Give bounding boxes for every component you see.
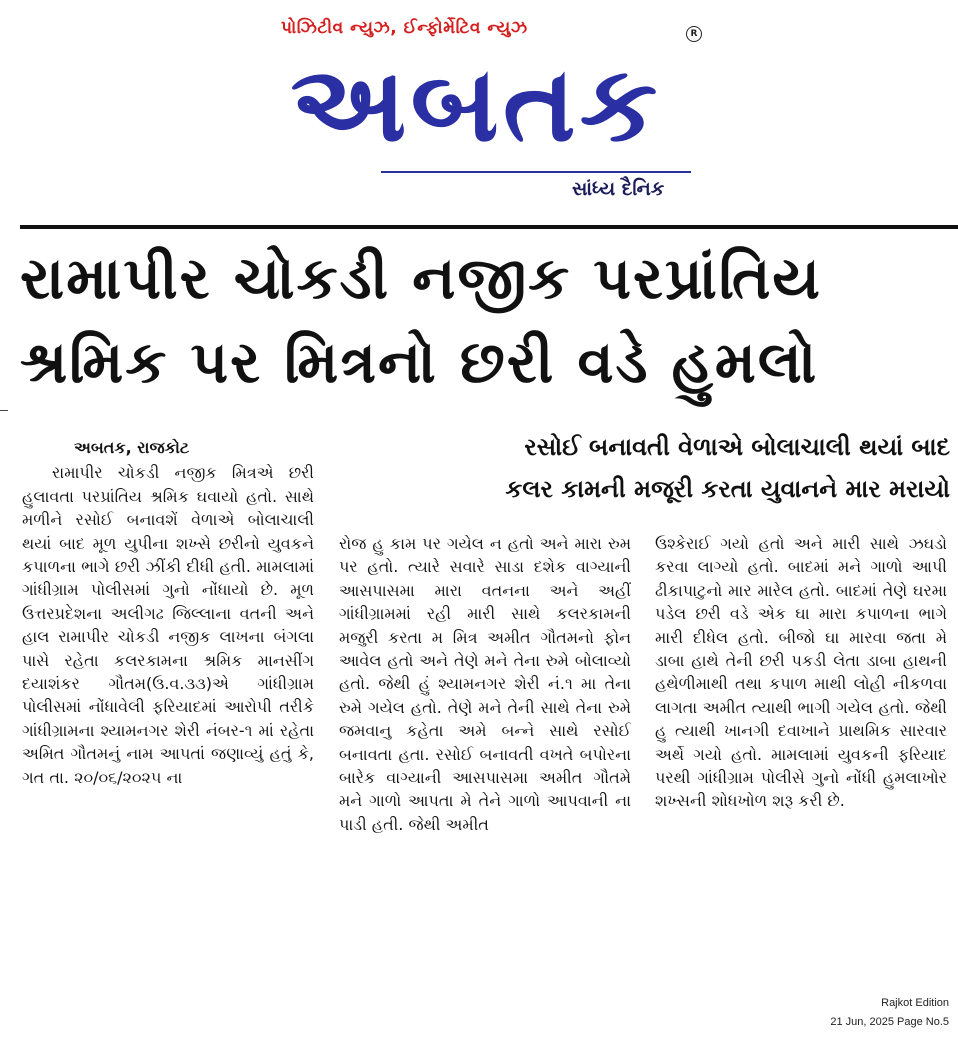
newspaper-logo: અબતક	[290, 43, 662, 165]
margin-mark	[0, 410, 8, 411]
article-column-2	[339, 532, 631, 836]
article-headline	[20, 236, 950, 404]
subhead-line-1: રસોઈ બનાવતી વેળાએ બોલાચાલી થયાં બાદ	[524, 433, 950, 461]
masthead-tagline: પોઝિટીવ ન્યુઝ, ઈન્ફોર્મેટિવ ન્યુઝ	[281, 18, 528, 38]
edition-name: Rajkot Edition	[881, 997, 949, 1009]
header-divider	[20, 225, 958, 229]
column-1-text: રામાપીર ચોકડી નજીક મિત્રએ છરી હુલાવતા પરપ્રાંતિય શ્રમિક ઘવાયો હતો. સાથે મળીને રસોઈ બનાવશેં વેળાએ બોલાચાલી થયાં બાદ મૂળ યુપીના શખ્સે છરીનો યુવકને કપાળના ભાગે છરી ઝીંકી દીધી હતી. મામલામાં ગાંધીગ્રામ પોલીસમાં ગુનો નોંધાયો છે. મૂળ ઉત્તરપ્રદેશના અલીગઢ જિલ્લાના વતની અને હાલ રામાપીર ચોકડી નજીક લાખના બંગલા પાસે રહેતા કલરકામના શ્રમિક માનસીંગ દયાશંકર ગૌતમ(ઉ.વ.૩૩)એ ગાંધીગ્રામ પોલીસમાં નોંધાવેલી ફરિયાદમાં આરોપી તરીકે ગાંધીગ્રામના શ્યામનગર શેરી નંબર-૧ માં રહેતા અમિત ગૌતમનું નામ આપતાં જણાવ્યું હતું કે, ગત તા. ૨૦/૦૬/૨૦૨૫ ના	[22, 463, 314, 787]
edition-date-page: 21 Jun, 2025 Page No.5	[830, 1016, 949, 1028]
dateline: અબતક, રાજકોટ	[74, 438, 190, 457]
logo-underline	[381, 171, 691, 173]
masthead-subtitle: સાંધ્ય દૈનિક	[572, 178, 665, 200]
article-column-3	[655, 532, 947, 813]
headline-line-2: શ્રમિક પર મિત્રનો છરી વડે હુમલો	[20, 328, 819, 396]
registered-mark-icon: R	[686, 26, 702, 42]
headline-line-1: રામાપીર ચોકડી નજીક પરપ્રાંતિય	[20, 244, 822, 312]
edition-info	[830, 994, 949, 1032]
column-3-text: ઉશ્કેરાઈ ગયો હતો અને મારી સાથે ઝઘડો કરવા લાગ્યો હતો. બાદમાં મને ગાળો આપી ઢીકાપાટુનો માર મારેલ હતો. બાદમાં તેણે ઘરમા પડેલ છરી વડે એક ઘા મારા કપાળના ભાગે મારી દીધેલ હતો. બીજો ઘા મારવા જતા મે ડાબા હાથે તેની છરી પકડી લેતા ડાબા હાથની હથેળીમાથી તથા કપાળ માથી લોહી નીકળવા લાગતા અમીત ત્યાથી ભાગી ગયેલ હતો. જેથી હુ ત્યાથી ખાનગી દવાખાને પ્રાથમિક સારવાર અર્થે ગયો હતો. મામલામાં યુવકની ફરિયાદ પરથી ગાંધીગ્રામ પોલીસે ગુનો નોંધી હુમલાખોર શખ્સની શોધખોળ શરૂ કરી છે.	[655, 534, 947, 811]
masthead	[0, 0, 958, 222]
column-2-text: રોજ હુ કામ પર ગયેલ ન હતો અને મારા રુમ પર હતો. ત્યારે સવારે સાડા દશેક વાગ્યાની આસપાસમા મારા વતનના અને અહીં ગાંધીગ્રામમાં રહી મારી સાથે કલરકામની મજુરી કરતા મ મિત્ર અમીત ગૌતમનો ફોન આવેલ હતો અને તેણે મને તેના રુમે બોલાવ્યો હતો. જેથી હું શ્યામનગર શેરી નં.૧ મા તેના રુમે ગયેલ હતો. તેણે મને તેની સાથે તેના રુમે જમવાનુ કહેતા અમે બન્ને સાથે રસોઈ બનાવતા હતા. રસોઈ બનાવતી વખતે બપોરના બારેક વાગ્યાની આસપાસમા અમીત ગૌતમે મને ગાળો આપતા મે તેને ગાળો આપવાની ના પાડી હતી. જેથી અમીત	[339, 534, 631, 834]
subhead-line-2: કલર કામની મજૂરી કરતા યુવાનને માર મરાયો	[505, 475, 950, 503]
article-column-1	[22, 436, 314, 789]
article-subheadline	[330, 426, 950, 510]
